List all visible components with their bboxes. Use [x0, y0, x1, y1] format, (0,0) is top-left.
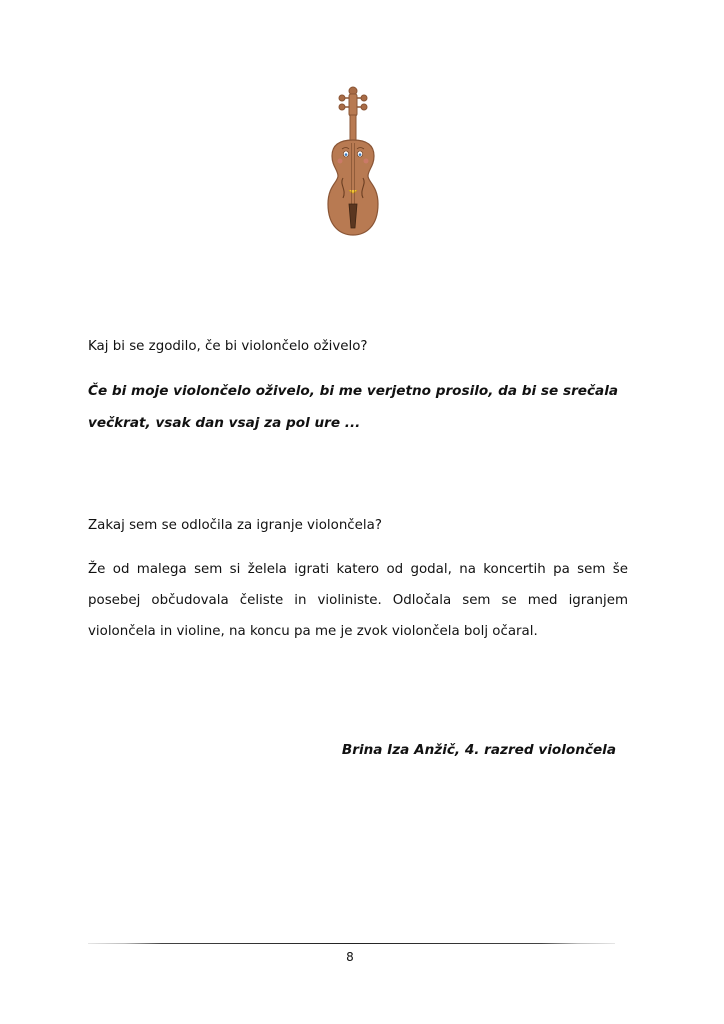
question-text: Zakaj sem se odločila za igranje violončela?	[88, 518, 382, 533]
author-signature: Brina Iza Anžič, 4. razred violončela	[341, 742, 616, 758]
question-2	[88, 516, 628, 536]
smiling-cello-icon	[318, 86, 388, 238]
answer-2	[88, 554, 628, 647]
page-number: 8	[346, 950, 354, 964]
question-1	[88, 337, 628, 357]
footer-divider	[88, 943, 615, 944]
answer-1	[88, 375, 628, 439]
answer-text: Že od malega sem si želela igrati katero od godal, na koncertih pa sem še posebej občudovala čeliste in violiniste. Odločala sem se med igranjem violončela in violine, na koncu pa me je zvok violončela bolj očaral.	[88, 562, 628, 639]
answer-text: Če bi moje violončelo oživelo, bi me verjetno prosilo, da bi se srečala večkrat, vsak dan vsaj za pol ure ...	[88, 383, 619, 431]
question-text: Kaj bi se zgodilo, če bi violončelo oživelo?	[88, 339, 368, 354]
